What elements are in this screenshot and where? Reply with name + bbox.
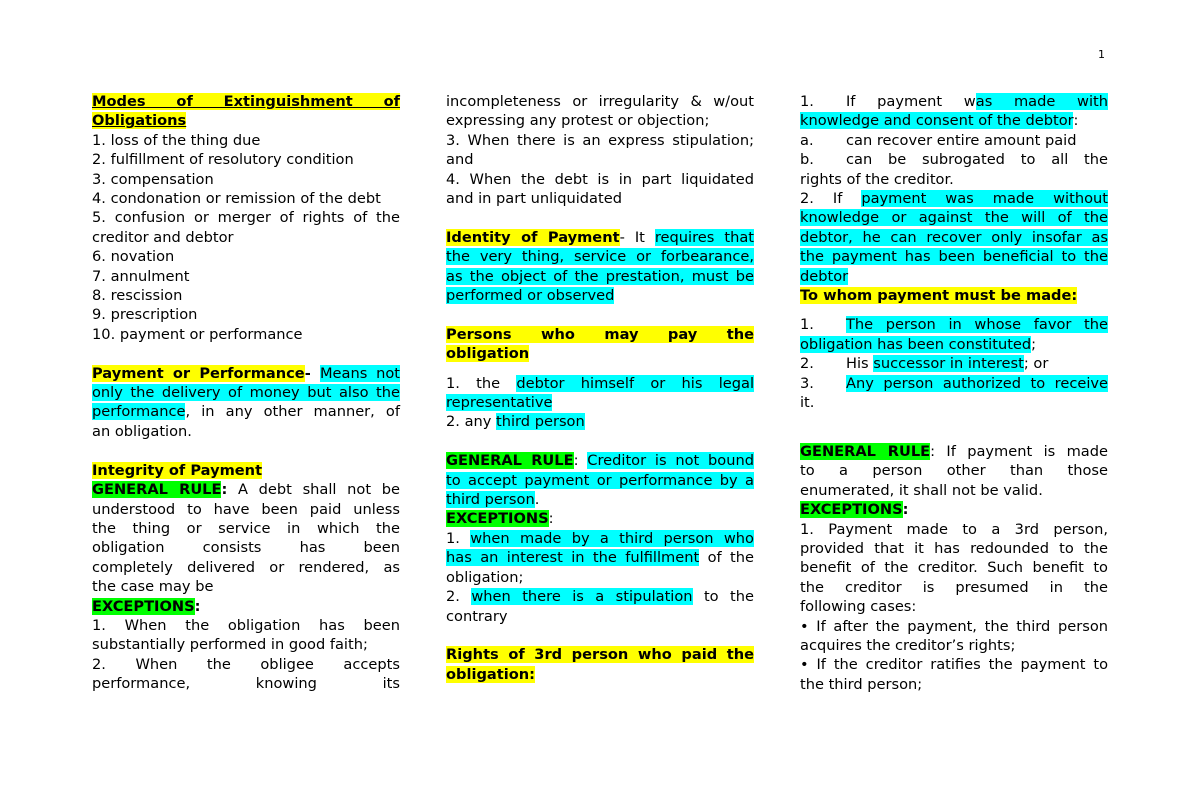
- list-item: 1. When the obligation has been: [92, 616, 400, 634]
- body-text: can be subrogated to all the: [846, 151, 1108, 169]
- list-item: it.: [800, 394, 815, 412]
- identity-definition: the very thing, service or forbearance,: [446, 248, 754, 266]
- body-text: expressing any protest or objection;: [446, 112, 710, 130]
- highlighted-text: Creditor is not bound: [587, 452, 754, 470]
- list-number: 1.: [800, 93, 814, 110]
- persons-heading-cont: obligation: [446, 345, 530, 363]
- list-item: contrary: [446, 607, 508, 625]
- exceptions-label: EXCEPTIONS: [800, 501, 903, 519]
- exceptions-line: [446, 509, 754, 528]
- exceptions-line: [92, 597, 400, 616]
- identity-definition: requires that: [654, 228, 754, 246]
- highlighted-text: obligation has been constituted: [800, 335, 1032, 353]
- list-item: [446, 374, 754, 393]
- list-item: 4. When the debt is in part liquidated: [446, 170, 754, 188]
- list-number: 2.: [800, 355, 814, 373]
- highlighted-text: as made with: [975, 93, 1109, 110]
- general-rule-label: GENERAL RULE: [92, 481, 222, 499]
- body-text: ;: [1031, 335, 1037, 353]
- general-rule-label: GENERAL RULE: [446, 452, 574, 470]
- column-1: [92, 92, 400, 694]
- page-number: 1: [1098, 48, 1105, 61]
- payment-line1: [92, 364, 400, 383]
- body-text: to a person other than those: [800, 462, 1108, 480]
- bullet-item: • If the creditor ratifies the payment to: [800, 656, 1108, 674]
- list-item: [800, 111, 1108, 130]
- body-text: incompleteness or irregularity & w/out: [446, 93, 754, 110]
- highlighted-text: third person: [496, 413, 585, 431]
- list-number: 2.: [446, 588, 472, 606]
- list-number: 2. If: [800, 190, 862, 208]
- modes-heading-line2: [92, 111, 400, 130]
- body-text: and: [446, 151, 474, 169]
- highlighted-text: third person: [446, 491, 535, 509]
- list-item: [800, 267, 1108, 286]
- body-text: A debt shall not be: [227, 481, 400, 499]
- persons-heading-line2: [446, 344, 754, 363]
- highlighted-text: knowledge or against the will of the: [800, 209, 1108, 227]
- body-text: the thing or service in which the: [92, 519, 400, 537]
- list-item: following cases:: [800, 598, 917, 616]
- whom-heading: To whom payment must be made:: [800, 287, 1078, 305]
- list-item: 1. loss of the thing due: [92, 131, 261, 149]
- identity-line1: [446, 228, 754, 247]
- payment-line3: [92, 402, 400, 421]
- body-line: [446, 471, 754, 490]
- modes-heading-cont: Obligations: [92, 112, 187, 130]
- general-rule-line: [446, 451, 754, 470]
- highlighted-text: to accept payment or performance by a: [446, 471, 754, 489]
- list-item: benefit of the creditor. Such benefit to: [800, 559, 1108, 577]
- payment-line2: [92, 383, 400, 402]
- identity-line2: [446, 247, 754, 266]
- persons-heading-line1: [446, 325, 754, 344]
- highlighted-text: has an interest in the fulfillment: [446, 549, 700, 567]
- list-item: 7. annulment: [92, 267, 190, 285]
- body-text: ; or: [1023, 355, 1049, 373]
- list-number: 2. any: [446, 413, 497, 431]
- body-text: If payment is made: [935, 442, 1108, 460]
- highlighted-text: representative: [446, 394, 553, 412]
- list-item: [800, 315, 1108, 334]
- list-number: 1.: [446, 529, 471, 547]
- bullet-item: acquires the creditor’s rights;: [800, 636, 1016, 654]
- list-item: [800, 208, 1108, 227]
- identity-line3: [446, 267, 754, 286]
- highlighted-text: when there is a stipulation: [471, 588, 693, 606]
- highlighted-text: debtor, he can recover only insofar as: [800, 228, 1108, 246]
- highlighted-text: debtor: [800, 267, 849, 285]
- list-item: 10. payment or performance: [92, 325, 303, 343]
- body-text: .: [534, 491, 540, 509]
- body-text: the case may be: [92, 578, 214, 596]
- body-text: , in any other manner, of: [185, 403, 400, 421]
- exceptions-label: EXCEPTIONS: [446, 510, 549, 528]
- list-item: 6. novation: [92, 248, 175, 266]
- body-text: completely delivered or rendered, as: [92, 558, 400, 576]
- persons-heading: Persons who may pay the: [446, 325, 754, 343]
- identity-definition: as the object of the prestation, must be: [446, 267, 754, 285]
- list-item: substantially performed in good faith;: [92, 636, 368, 654]
- colon-text: :: [902, 501, 909, 519]
- body-text: understood to have been paid unless: [92, 500, 400, 518]
- list-item: [800, 335, 1108, 354]
- payment-definition: Means not: [319, 364, 401, 382]
- rights-heading-cont: obligation:: [446, 665, 536, 683]
- highlighted-text: Any person authorized to receive: [846, 374, 1108, 392]
- list-item: 9. prescription: [92, 306, 198, 324]
- list-item: [800, 92, 1108, 111]
- list-item: [800, 131, 1108, 150]
- list-item: obligation;: [446, 568, 524, 586]
- list-item: [800, 374, 1108, 393]
- payment-definition: only the delivery of money but also the: [92, 384, 400, 402]
- list-item: [800, 247, 1108, 266]
- body-text: and in part unliquidated: [446, 190, 622, 208]
- payment-line4: an obligation.: [92, 422, 192, 440]
- general-rule-label: GENERAL RULE: [800, 442, 931, 460]
- identity-line4: [446, 286, 754, 305]
- list-item: 3. compensation: [92, 170, 214, 188]
- dash-text: - It: [619, 228, 655, 246]
- list-item: the creditor is presumed in the: [800, 578, 1108, 596]
- exceptions-line: [800, 500, 1108, 519]
- list-item: 2. fulfillment of resolutory condition: [92, 151, 354, 169]
- list-item: rights of the creditor.: [800, 170, 954, 188]
- list-item: [446, 412, 754, 431]
- highlighted-text: The person in whose favor the: [846, 316, 1108, 334]
- rights-heading: Rights of 3rd person who paid the: [446, 646, 754, 664]
- integrity-heading: Integrity of Payment: [92, 461, 263, 479]
- highlighted-text: debtor himself or his legal: [516, 374, 754, 392]
- list-item: [446, 548, 754, 567]
- highlighted-text: payment was made without: [861, 190, 1108, 208]
- list-number: a.: [800, 131, 814, 149]
- list-item: [800, 354, 1108, 373]
- colon-text: :: [573, 452, 588, 470]
- colon-text: :: [194, 597, 201, 615]
- colon-text: :: [221, 481, 228, 499]
- bullet-item: the third person;: [800, 675, 923, 693]
- list-item: provided that it has redounded to the: [800, 539, 1108, 557]
- list-item: performance, knowing its: [92, 675, 400, 693]
- highlighted-text: knowledge and consent of the debtor: [800, 112, 1074, 130]
- list-item: [800, 189, 1108, 208]
- colon-text: :: [548, 510, 554, 528]
- body-text: His: [846, 355, 874, 373]
- identity-heading: Identity of Payment: [446, 228, 620, 246]
- highlighted-text: when made by a third person who: [470, 529, 754, 547]
- list-item: [446, 529, 754, 548]
- list-item: 3. When there is an express stipulation;: [446, 131, 754, 149]
- body-text: of the: [699, 549, 754, 567]
- list-item: [446, 587, 754, 606]
- body-text: obligation consists has been: [92, 539, 400, 557]
- body-text: enumerated, it shall not be valid.: [800, 481, 1043, 499]
- body-text: :: [1073, 112, 1079, 130]
- body-line: [446, 490, 754, 509]
- identity-definition: performed or observed: [446, 287, 615, 305]
- list-number: b.: [800, 151, 814, 169]
- dash-text: -: [304, 364, 320, 382]
- list-number: 3.: [800, 374, 814, 392]
- list-item: 4. condonation or remission of the debt: [92, 190, 381, 208]
- payment-definition: performance: [92, 403, 186, 421]
- list-item: 5. confusion or merger of rights of the: [92, 209, 400, 227]
- payment-heading: Payment or Performance: [92, 364, 305, 382]
- list-number: 1.: [800, 316, 814, 334]
- whom-heading-line: [800, 286, 1108, 305]
- general-rule-line: [800, 442, 1108, 461]
- body-text: can recover entire amount paid: [846, 131, 1077, 149]
- body-text: If payment w: [846, 93, 976, 110]
- highlighted-text: successor in interest: [873, 355, 1024, 373]
- general-rule-line1: [92, 480, 400, 499]
- list-item: 2. When the obligee accepts: [92, 655, 400, 673]
- list-number: 1. the: [446, 374, 517, 392]
- list-item: 8. rescission: [92, 287, 183, 305]
- column-2: [446, 92, 754, 684]
- rights-heading-line2: [446, 665, 754, 684]
- colon-text: :: [930, 442, 936, 460]
- list-item: [800, 228, 1108, 247]
- bullet-item: • If after the payment, the third person: [800, 617, 1108, 635]
- exceptions-label: EXCEPTIONS: [92, 597, 195, 615]
- list-item: [446, 393, 754, 412]
- modes-heading-line1: [92, 92, 400, 111]
- highlighted-text: the payment has been beneficial to the: [800, 248, 1108, 266]
- modes-heading: Modes of Extinguishment of: [92, 93, 400, 110]
- rights-heading-line1: [446, 645, 754, 664]
- body-text: to the: [692, 588, 754, 606]
- list-item: 1. Payment made to a 3rd person,: [800, 520, 1108, 538]
- integrity-heading-line: [92, 461, 400, 480]
- column-3: [800, 92, 1108, 694]
- list-item: [800, 150, 1108, 169]
- list-item: creditor and debtor: [92, 228, 234, 246]
